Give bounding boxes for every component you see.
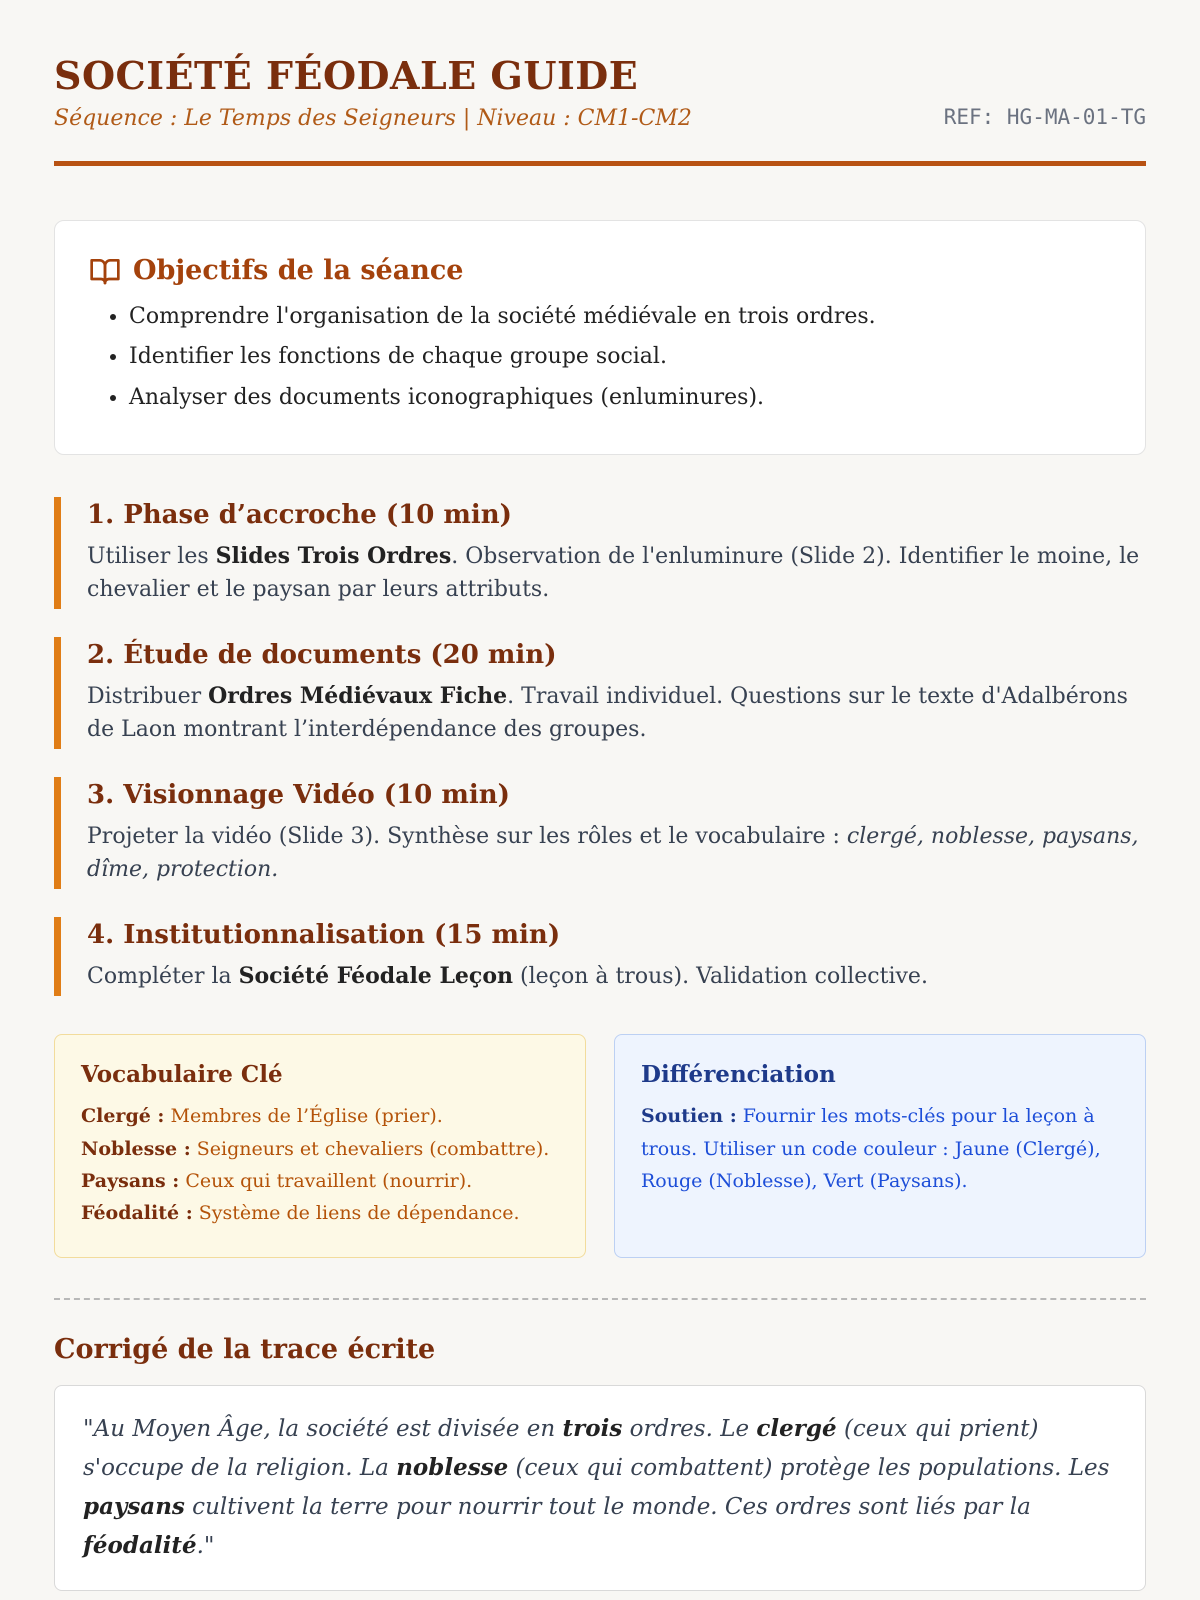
phase-title: 1. Phase d’accroche (10 min) <box>87 500 512 531</box>
phase-text: Projeter la vidéo (Slide 3). Synthèse sur les rôles et le vocabulaire : <box>87 824 847 850</box>
vocabulary-definition: Ceux qui travaillent (nourrir). <box>179 1170 473 1193</box>
corrige-keyword: féodalité <box>83 1532 197 1560</box>
vocabulary-definition: Seigneurs et chevaliers (combattre). <box>190 1137 550 1160</box>
divider <box>54 1298 1146 1300</box>
phase-text: Distribuer <box>87 684 209 710</box>
objectives-card <box>54 220 1146 456</box>
objective-item: • Comprendre l'organisation de la société médiévale en trois ordres. <box>129 303 1111 332</box>
page-title: SOCIÉTÉ FÉODALE GUIDE <box>54 53 639 98</box>
resource-name: Ordres Médiévaux Fiche <box>208 683 508 710</box>
vocabulary-term: Noblesse : <box>81 1137 191 1160</box>
phase-description <box>87 680 1146 746</box>
corrige-text: "Au Moyen Âge, la société est divisée en <box>83 1416 563 1443</box>
corrige-text: (ceux qui prient) s'occupe de la religion. La <box>83 1416 1039 1482</box>
reference-code: REF: HG-MA-01-TG <box>943 104 1146 129</box>
vocabulary-item <box>81 1197 559 1229</box>
corrige-keyword: trois <box>562 1415 623 1443</box>
phase-text: Utiliser les <box>87 544 216 570</box>
corrige-keyword: noblesse <box>396 1454 509 1482</box>
phase-text: (leçon à trous). Validation collective. <box>513 964 928 990</box>
phase-2 <box>54 637 1146 749</box>
phase-text: . Observation de l'enluminure (Slide 2). Identifier le moine, le chevalier et le paysan par leurs attributs. <box>87 544 1140 603</box>
vocabulary-definition: Système de liens de dépendance. <box>192 1202 520 1225</box>
phase-text: Compléter la <box>87 964 239 990</box>
corrige-keyword: clergé <box>756 1415 837 1443</box>
vocabulary-term: Clergé : <box>81 1105 165 1128</box>
phase-text: . Travail individuel. Questions sur le texte d'Adalbérons de Laon montrant l’interdépendance des groupes. <box>87 684 1128 743</box>
phase-1 <box>54 497 1146 609</box>
corrige-text: ." <box>196 1533 215 1560</box>
objective-item: • Identifier les fonctions de chaque groupe social. <box>129 343 1111 372</box>
vocabulary-terms: clergé, noblesse, paysans, dîme, protection. <box>87 824 1139 883</box>
differenciation-box <box>614 1034 1146 1258</box>
info-boxes <box>54 1034 1146 1258</box>
phase-3 <box>54 777 1146 889</box>
vocabulary-item <box>81 1165 559 1197</box>
phases-section <box>54 497 1146 996</box>
corrige-title: Corrigé de la trace écrite <box>54 1334 436 1366</box>
phase-title: 4. Institutionnalisation (15 min) <box>87 920 561 951</box>
vocabulary-term: Paysans : <box>81 1170 180 1193</box>
vocabulary-term: Féodalité : <box>81 1202 193 1225</box>
vocabulary-title: Vocabulaire Clé <box>81 1061 283 1089</box>
phase-title: 3. Visionnage Vidéo (10 min) <box>87 780 510 811</box>
objective-item: • Analyser des documents iconographiques (enluminures). <box>129 384 1111 413</box>
header <box>54 54 1146 166</box>
objectives-header <box>89 255 1111 287</box>
objectives-list <box>89 303 1111 413</box>
support-label: Soutien : <box>641 1105 737 1128</box>
corrige-text: (ceux qui combattent) protège les populations. Les <box>508 1455 1110 1482</box>
differenciation-title: Différenciation <box>641 1061 836 1089</box>
objectives-title: Objectifs de la séance <box>133 255 464 287</box>
phase-description <box>87 820 1146 886</box>
vocabulary-item <box>81 1100 559 1132</box>
resource-name: Société Féodale Leçon <box>238 963 513 990</box>
phase-4 <box>54 917 1146 996</box>
corrige-text: ordres. Le <box>622 1416 757 1443</box>
page-subtitle: Séquence : Le Temps des Seigneurs | Niveau : CM1-CM2 <box>54 105 692 131</box>
corrige-keyword: paysans <box>83 1493 185 1521</box>
resource-name: Slides Trois Ordres <box>215 543 452 570</box>
vocabulary-box <box>54 1034 586 1258</box>
corrige-text: cultivent la terre pour nourrir tout le monde. Ces ordres sont liés par la <box>184 1494 1031 1521</box>
phase-description <box>87 960 1146 993</box>
book-icon <box>89 255 121 287</box>
phase-title: 2. Étude de documents (20 min) <box>87 640 557 671</box>
corrige-box <box>54 1385 1146 1591</box>
phase-description <box>87 540 1146 606</box>
differenciation-text <box>641 1100 1119 1197</box>
vocabulary-definition: Membres de l’Église (prier). <box>164 1105 443 1128</box>
vocabulary-item <box>81 1133 559 1165</box>
support-text: Fournir les mots-clés pour la leçon à trous. Utiliser un code couleur : Jaune (Clergé), Rouge (Noblesse), Vert (Paysans). <box>641 1105 1101 1193</box>
